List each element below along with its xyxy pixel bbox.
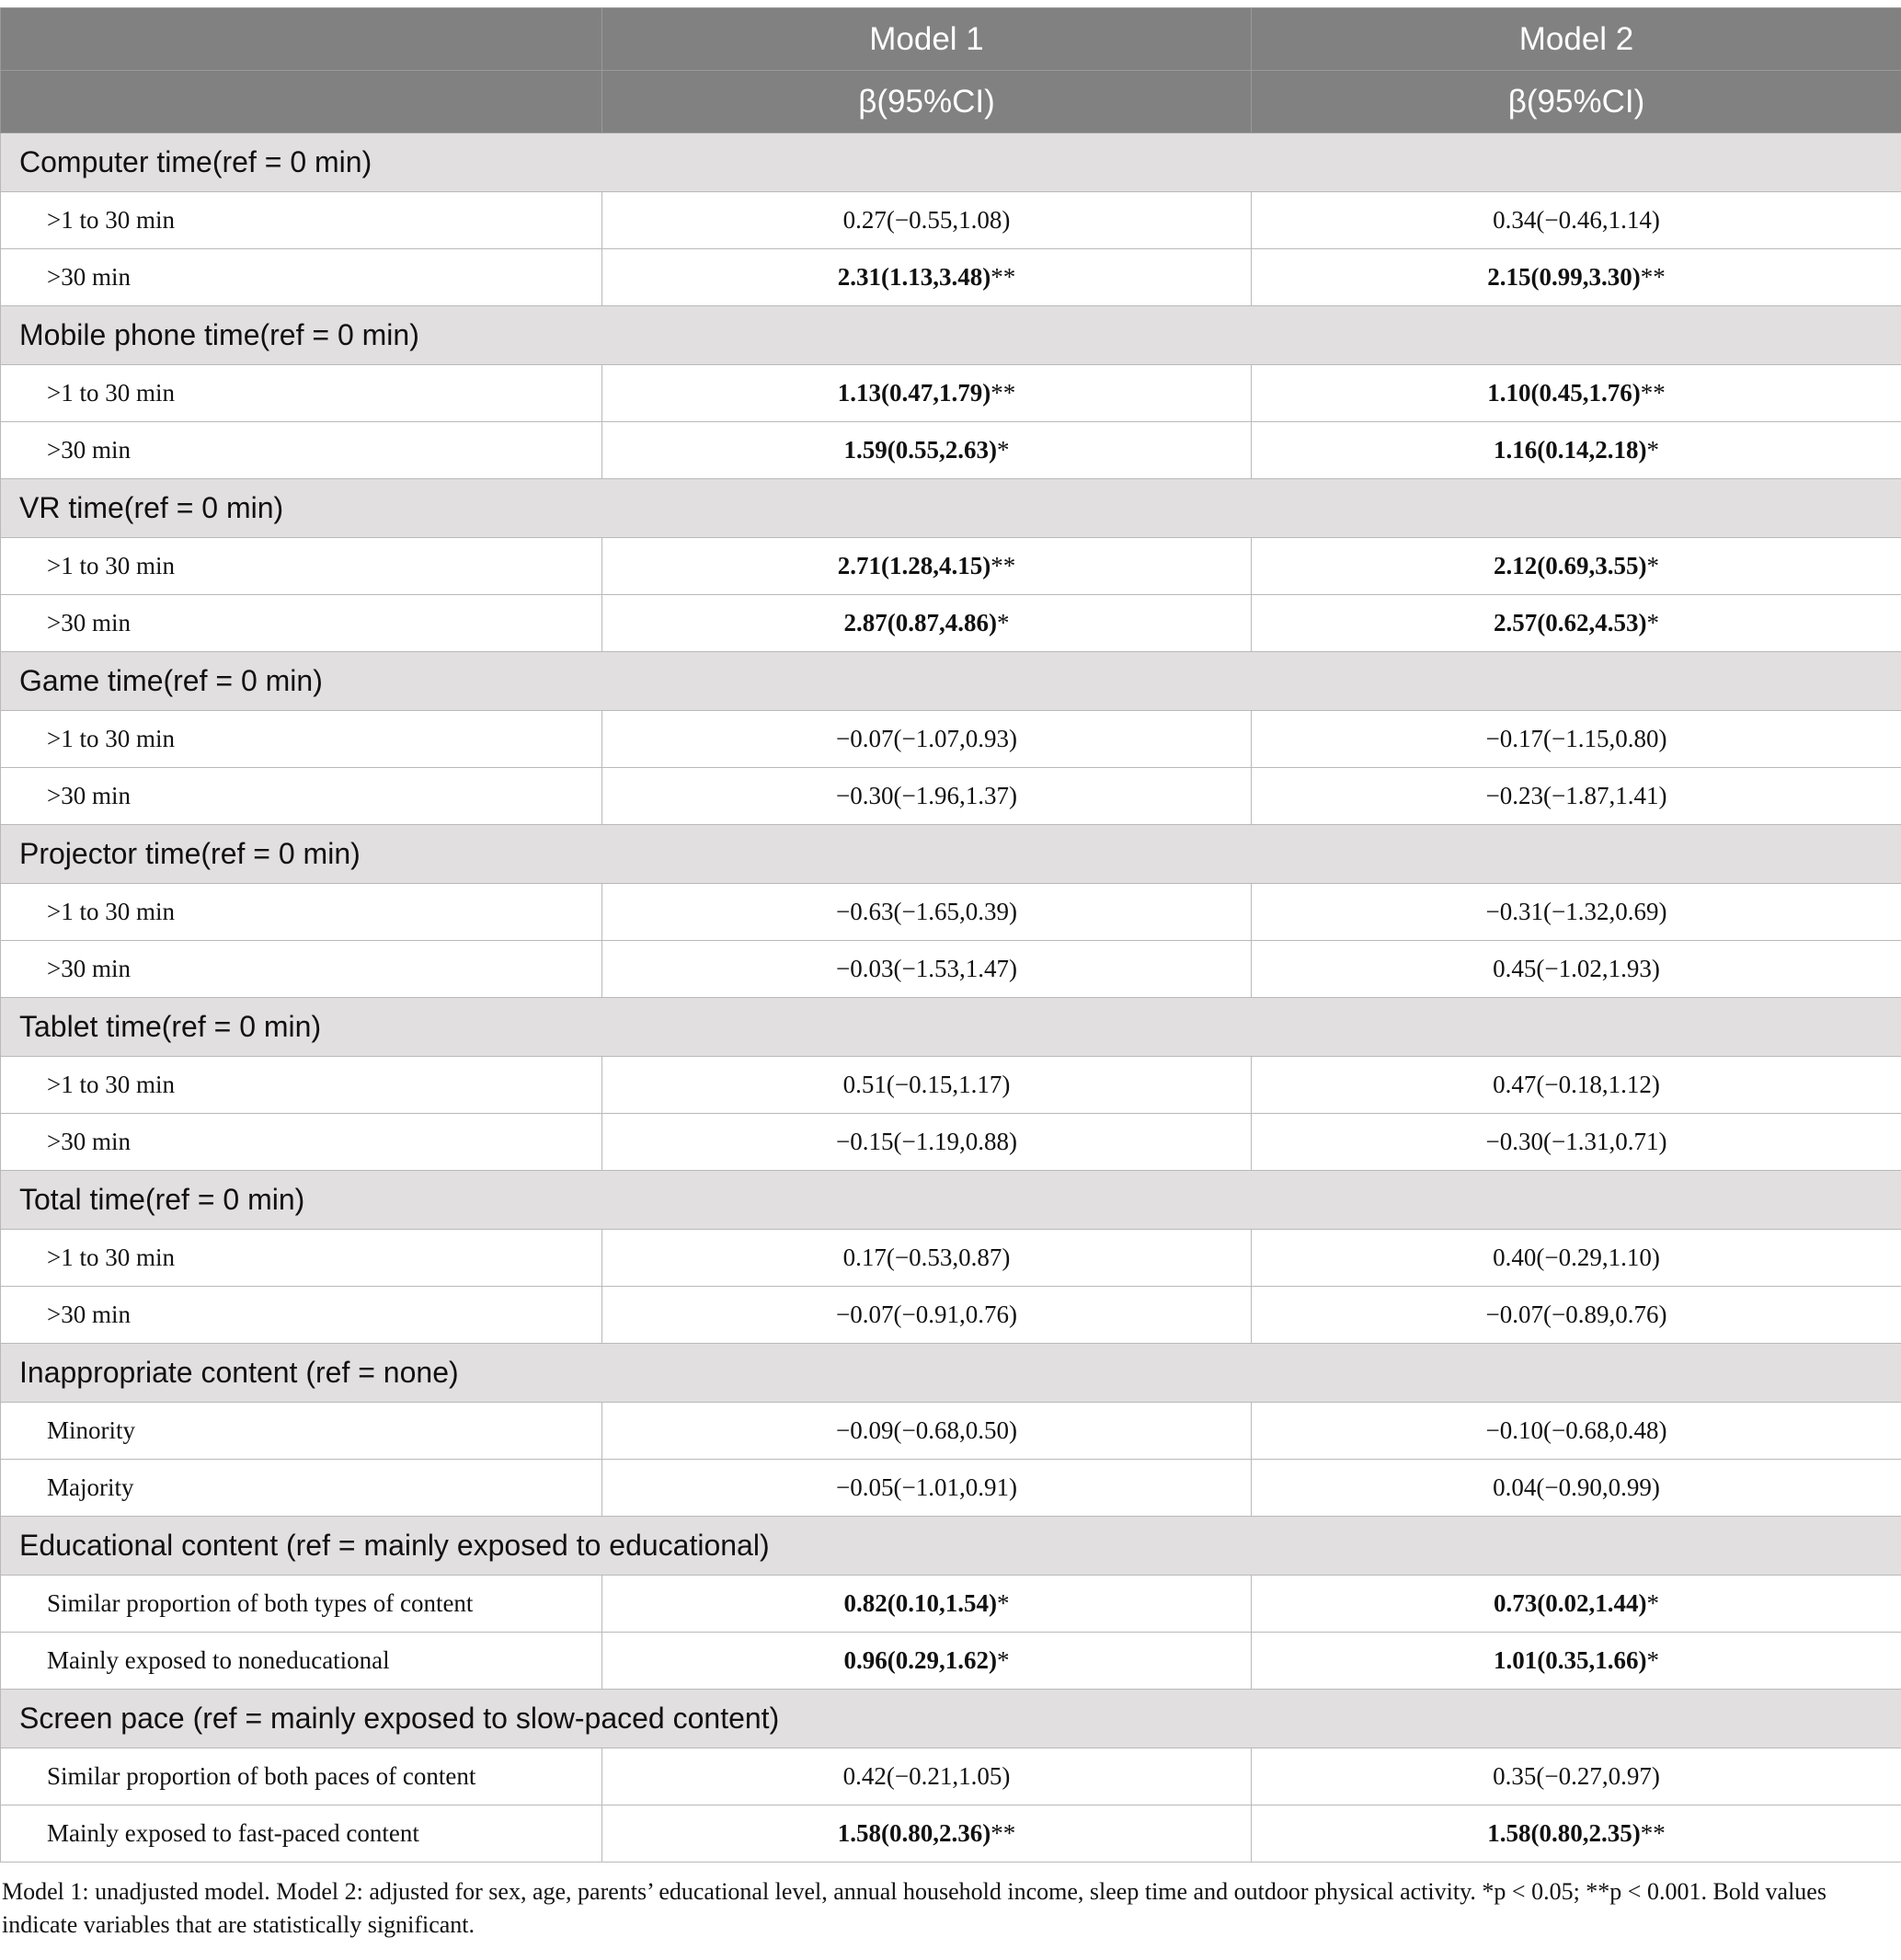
beta-estimate: −0.30(−1.96,1.37) — [836, 782, 1017, 809]
table-header — [1, 8, 1901, 133]
model-2-value-cell — [1252, 1576, 1901, 1633]
header-model-1: Model 1 — [602, 8, 1252, 71]
beta-estimate: 0.45(−1.02,1.93) — [1493, 955, 1660, 982]
table-row — [1, 941, 1901, 998]
beta-estimate: 2.31(1.13,3.48) — [837, 263, 991, 291]
header-beta-ci-1: β(95%CI) — [602, 71, 1252, 133]
category-title: Total time(ref = 0 min) — [1, 1171, 1901, 1230]
category-row — [1, 1690, 1901, 1748]
category-title: Inappropriate content (ref = none) — [1, 1344, 1901, 1403]
model-1-value-cell — [602, 1633, 1252, 1690]
model-1-value-cell — [602, 1114, 1252, 1171]
beta-estimate: 1.13(0.47,1.79) — [837, 379, 991, 407]
category-row — [1, 479, 1901, 538]
beta-estimate: 0.96(0.29,1.62) — [843, 1646, 997, 1674]
row-label: Mainly exposed to noneducational — [1, 1633, 602, 1690]
beta-estimate: 0.51(−0.15,1.17) — [842, 1071, 1011, 1098]
table-row — [1, 1230, 1901, 1287]
row-label: >30 min — [1, 422, 602, 479]
model-1-value-cell — [602, 1057, 1252, 1114]
row-label: >30 min — [1, 1287, 602, 1344]
model-1-value-cell — [602, 422, 1252, 479]
row-label: >30 min — [1, 595, 602, 652]
significance-marker: * — [1646, 436, 1659, 464]
beta-estimate: 2.87(0.87,4.86) — [843, 609, 997, 636]
beta-estimate: −0.03(−1.53,1.47) — [836, 955, 1017, 982]
header-blank-cell — [1, 71, 602, 133]
beta-estimate: 1.59(0.55,2.63) — [843, 436, 997, 464]
category-row — [1, 1344, 1901, 1403]
model-2-value-cell — [1252, 595, 1901, 652]
row-label: >30 min — [1, 941, 602, 998]
beta-estimate: 2.15(0.99,3.30) — [1487, 263, 1641, 291]
table-row — [1, 884, 1901, 941]
header-row-models — [1, 8, 1901, 71]
header-beta-ci-2: β(95%CI) — [1252, 71, 1901, 133]
table-row — [1, 1287, 1901, 1344]
row-label: >1 to 30 min — [1, 711, 602, 768]
row-label: Similar proportion of both paces of content — [1, 1748, 602, 1805]
beta-estimate: 1.10(0.45,1.76) — [1487, 379, 1641, 407]
model-1-value-cell — [602, 1576, 1252, 1633]
beta-estimate: 0.34(−0.46,1.14) — [1493, 206, 1660, 234]
row-label: Minority — [1, 1403, 602, 1460]
beta-estimate: 0.17(−0.53,0.87) — [842, 1244, 1011, 1271]
category-title: Screen pace (ref = mainly exposed to slow-paced content) — [1, 1690, 1901, 1748]
model-1-value-cell — [602, 1287, 1252, 1344]
row-label: Similar proportion of both types of content — [1, 1576, 602, 1633]
row-label: >30 min — [1, 249, 602, 306]
model-2-value-cell — [1252, 192, 1901, 249]
model-1-value-cell — [602, 768, 1252, 825]
table-row — [1, 1633, 1901, 1690]
beta-estimate: 0.47(−0.18,1.12) — [1493, 1071, 1660, 1098]
beta-estimate: −0.10(−0.68,0.48) — [1485, 1416, 1667, 1444]
significance-marker: ** — [991, 379, 1016, 407]
results-table-container — [0, 7, 1901, 1942]
header-row-beta — [1, 71, 1901, 133]
beta-estimate: 0.40(−0.29,1.10) — [1493, 1244, 1660, 1271]
model-1-value-cell — [602, 1403, 1252, 1460]
table-row — [1, 1114, 1901, 1171]
beta-estimate: 2.57(0.62,4.53) — [1494, 609, 1647, 636]
model-1-value-cell — [602, 884, 1252, 941]
model-1-value-cell — [602, 941, 1252, 998]
table-footnote: Model 1: unadjusted model. Model 2: adjusted for sex, age, parents’ educational level, annual household income, sleep time and outdoor physical activity. *p < 0.05; **p < 0.001. Bold values indicate variables that are statistically significant. — [2, 1878, 1827, 1938]
beta-estimate: −0.30(−1.31,0.71) — [1485, 1128, 1667, 1155]
beta-estimate: 0.42(−0.21,1.05) — [842, 1762, 1011, 1790]
model-1-value-cell — [602, 1748, 1252, 1805]
table-row — [1, 422, 1901, 479]
significance-marker: * — [996, 609, 1010, 636]
model-2-value-cell — [1252, 1057, 1901, 1114]
table-row — [1, 192, 1901, 249]
category-row — [1, 133, 1901, 192]
significance-marker: ** — [1640, 1819, 1666, 1847]
row-label: >30 min — [1, 768, 602, 825]
header-blank-cell — [1, 8, 602, 71]
category-title: Projector time(ref = 0 min) — [1, 825, 1901, 884]
category-title: Mobile phone time(ref = 0 min) — [1, 306, 1901, 365]
beta-estimate: 0.35(−0.27,0.97) — [1493, 1762, 1660, 1790]
significance-marker: * — [996, 436, 1010, 464]
row-label: >30 min — [1, 1114, 602, 1171]
table-row — [1, 1748, 1901, 1805]
table-row — [1, 1460, 1901, 1517]
beta-estimate: −0.07(−0.89,0.76) — [1485, 1301, 1667, 1328]
category-row — [1, 306, 1901, 365]
category-title: Tablet time(ref = 0 min) — [1, 998, 1901, 1057]
model-2-value-cell — [1252, 365, 1901, 422]
beta-estimate: 0.82(0.10,1.54) — [843, 1589, 997, 1617]
beta-estimate: 2.71(1.28,4.15) — [837, 552, 991, 579]
table-row — [1, 595, 1901, 652]
beta-estimate: −0.17(−1.15,0.80) — [1485, 725, 1667, 752]
model-2-value-cell — [1252, 538, 1901, 595]
row-label: >1 to 30 min — [1, 365, 602, 422]
model-1-value-cell — [602, 192, 1252, 249]
model-2-value-cell — [1252, 1403, 1901, 1460]
beta-estimate: 0.27(−0.55,1.08) — [842, 206, 1011, 234]
model-2-value-cell — [1252, 711, 1901, 768]
model-2-value-cell — [1252, 1114, 1901, 1171]
category-title: Computer time(ref = 0 min) — [1, 133, 1901, 192]
model-1-value-cell — [602, 1230, 1252, 1287]
beta-estimate: 1.58(0.80,2.35) — [1487, 1819, 1641, 1847]
model-2-value-cell — [1252, 1805, 1901, 1863]
category-title: VR time(ref = 0 min) — [1, 479, 1901, 538]
results-table — [0, 7, 1901, 1863]
beta-estimate: 2.12(0.69,3.55) — [1494, 552, 1647, 579]
beta-estimate: −0.15(−1.19,0.88) — [836, 1128, 1017, 1155]
model-1-value-cell — [602, 595, 1252, 652]
model-2-value-cell — [1252, 1748, 1901, 1805]
category-title: Game time(ref = 0 min) — [1, 652, 1901, 711]
beta-estimate: 1.58(0.80,2.36) — [837, 1819, 991, 1847]
model-1-value-cell — [602, 249, 1252, 306]
table-row — [1, 711, 1901, 768]
significance-marker: ** — [991, 1819, 1016, 1847]
beta-estimate: 1.01(0.35,1.66) — [1494, 1646, 1647, 1674]
model-2-value-cell — [1252, 1633, 1901, 1690]
row-label: Majority — [1, 1460, 602, 1517]
model-2-value-cell — [1252, 1287, 1901, 1344]
model-2-value-cell — [1252, 941, 1901, 998]
model-2-value-cell — [1252, 1230, 1901, 1287]
table-row — [1, 538, 1901, 595]
model-2-value-cell — [1252, 422, 1901, 479]
model-2-value-cell — [1252, 884, 1901, 941]
row-label: >1 to 30 min — [1, 192, 602, 249]
table-row — [1, 249, 1901, 306]
model-1-value-cell — [602, 538, 1252, 595]
table-row — [1, 1403, 1901, 1460]
table-row — [1, 1576, 1901, 1633]
table-body — [1, 133, 1901, 1863]
beta-estimate: −0.09(−0.68,0.50) — [836, 1416, 1017, 1444]
beta-estimate: 1.16(0.14,2.18) — [1494, 436, 1647, 464]
significance-marker: ** — [991, 263, 1016, 291]
beta-estimate: 0.04(−0.90,0.99) — [1493, 1473, 1660, 1501]
significance-marker: ** — [1640, 379, 1666, 407]
beta-estimate: −0.05(−1.01,0.91) — [836, 1473, 1017, 1501]
significance-marker: * — [1646, 609, 1659, 636]
table-row — [1, 768, 1901, 825]
model-2-value-cell — [1252, 1460, 1901, 1517]
significance-marker: * — [1646, 1589, 1659, 1617]
category-row — [1, 825, 1901, 884]
row-label: Mainly exposed to fast-paced content — [1, 1805, 602, 1863]
category-row — [1, 1517, 1901, 1576]
significance-marker: * — [1646, 552, 1659, 579]
header-model-2: Model 2 — [1252, 8, 1901, 71]
model-1-value-cell — [602, 1460, 1252, 1517]
category-row — [1, 1171, 1901, 1230]
beta-estimate: −0.23(−1.87,1.41) — [1485, 782, 1667, 809]
model-1-value-cell — [602, 365, 1252, 422]
beta-estimate: 0.73(0.02,1.44) — [1494, 1589, 1647, 1617]
row-label: >1 to 30 min — [1, 884, 602, 941]
beta-estimate: −0.31(−1.32,0.69) — [1485, 898, 1667, 925]
table-row — [1, 365, 1901, 422]
row-label: >1 to 30 min — [1, 1230, 602, 1287]
model-2-value-cell — [1252, 249, 1901, 306]
row-label: >1 to 30 min — [1, 1057, 602, 1114]
table-row — [1, 1805, 1901, 1863]
category-row — [1, 652, 1901, 711]
beta-estimate: −0.07(−1.07,0.93) — [836, 725, 1017, 752]
significance-marker: ** — [1640, 263, 1666, 291]
category-row — [1, 998, 1901, 1057]
significance-marker: ** — [991, 552, 1016, 579]
significance-marker: * — [1646, 1646, 1659, 1674]
table-row — [1, 1057, 1901, 1114]
beta-estimate: −0.07(−0.91,0.76) — [836, 1301, 1017, 1328]
model-2-value-cell — [1252, 768, 1901, 825]
category-title: Educational content (ref = mainly exposed to educational) — [1, 1517, 1901, 1576]
significance-marker: * — [996, 1646, 1010, 1674]
model-1-value-cell — [602, 1805, 1252, 1863]
model-1-value-cell — [602, 711, 1252, 768]
row-label: >1 to 30 min — [1, 538, 602, 595]
significance-marker: * — [996, 1589, 1010, 1617]
beta-estimate: −0.63(−1.65,0.39) — [836, 898, 1017, 925]
